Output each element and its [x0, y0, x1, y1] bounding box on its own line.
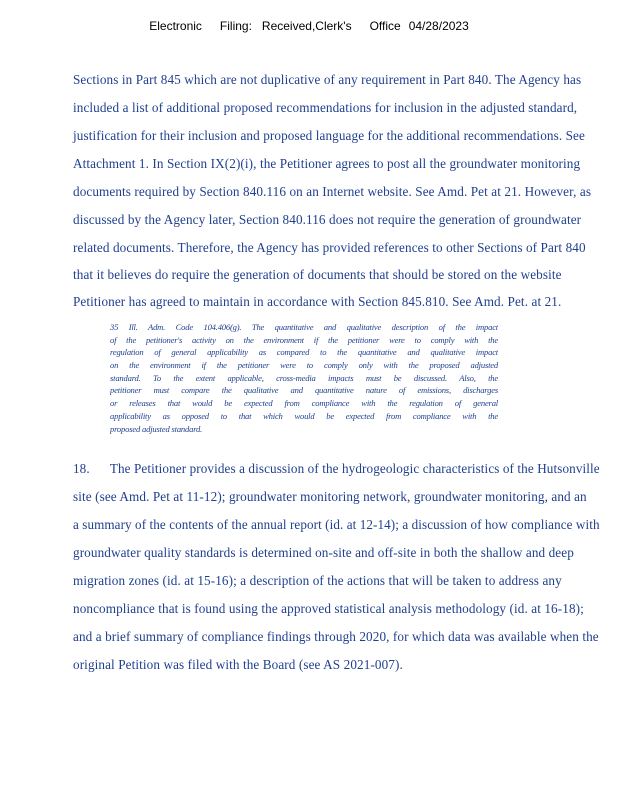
body-line: that it believes do require the generation of documents that should be stored on the website [73, 267, 562, 282]
paragraph-18-line: original Petition was filed with the Board (see AS 2021-007). [73, 657, 403, 672]
header-date: 04/28/2023 [408, 19, 469, 33]
paragraph-18-line: and a brief summary of compliance findings through 2020, for which data was available when the [73, 629, 599, 644]
paragraph-18-line: noncompliance that is found using the approved statistical analysis methodology (id. at 16-18); [73, 601, 584, 616]
paragraph-18-line: 18. The Petitioner provides a discussion of the hydrogeologic characteristics of the Hutsonville [73, 461, 600, 476]
quote-line: petitioner must compare the qualitative and quantitative nature of emissions, discharges [110, 385, 498, 396]
quote-line: regulation of general applicability as compared to the quantitative and qualitative impact [110, 347, 498, 358]
header-electronic: Electronic [149, 19, 202, 33]
electronic-filing-header [0, 19, 618, 33]
quote-line: proposed adjusted standard. [110, 423, 203, 434]
quote-line: 35 Ill. Adm. Code 104.406(g). The quantitative and qualitative description of the impact [110, 322, 498, 332]
body-line: documents required by Section 840.116 on an Internet website. See Amd. Pet at 21. However, as [73, 184, 592, 199]
body-line: justification for their inclusion and proposed language for the additional recommendations. See [73, 128, 585, 143]
header-received: Received,Clerk's [261, 19, 352, 33]
header-office: Office [369, 19, 401, 33]
paragraph-18-line: migration zones (id. at 15-16); a description of the actions that will be taken to address any [73, 573, 562, 588]
regulation-block-quote [110, 321, 498, 435]
quote-line: on the environment if the petitioner were to comply only with the proposed adjusted [110, 360, 498, 371]
body-line: included a list of additional proposed recommendations for inclusion in the adjusted standard, [73, 100, 578, 115]
body-line: Sections in Part 845 which are not duplicative of any requirement in Part 840. The Agency has [73, 72, 582, 87]
body-line: discussed by the Agency later, Section 840.116 does not require the generation of groundwater [73, 212, 582, 227]
paragraph-18-line: site (see Amd. Pet at 11-12); groundwater monitoring network, groundwater monitoring, and an [73, 489, 587, 504]
paragraph-18-line: a summary of the contents of the annual report (id. at 12-14); a discussion of how compliance with [73, 517, 600, 532]
quote-line: applicability as opposed to that which would be expected from compliance with the [110, 410, 498, 421]
quote-line: or releases that would be expected from compliance with the regulation of general [110, 398, 498, 409]
body-line: Attachment 1. In Section IX(2)(i), the Petitioner agrees to post all the groundwater monitoring [73, 156, 581, 171]
body-line: related documents. Therefore, the Agency has provided references to other Sections of Part 840 [73, 240, 586, 255]
quote-line: standard. To the extent applicable, cross-media impacts must be discussed. Also, the [110, 372, 498, 383]
body-line: Petitioner has agreed to maintain in accordance with Section 845.810. See Amd. Pet. at 21. [73, 294, 562, 309]
quote-line: of the petitioner's activity on the environment if the petitioner were to comply with the [110, 334, 498, 345]
paragraph-18-line: groundwater quality standards is determined on-site and off-site in both the shallow and deep [73, 545, 574, 560]
header-filing: Filing: [219, 19, 252, 33]
